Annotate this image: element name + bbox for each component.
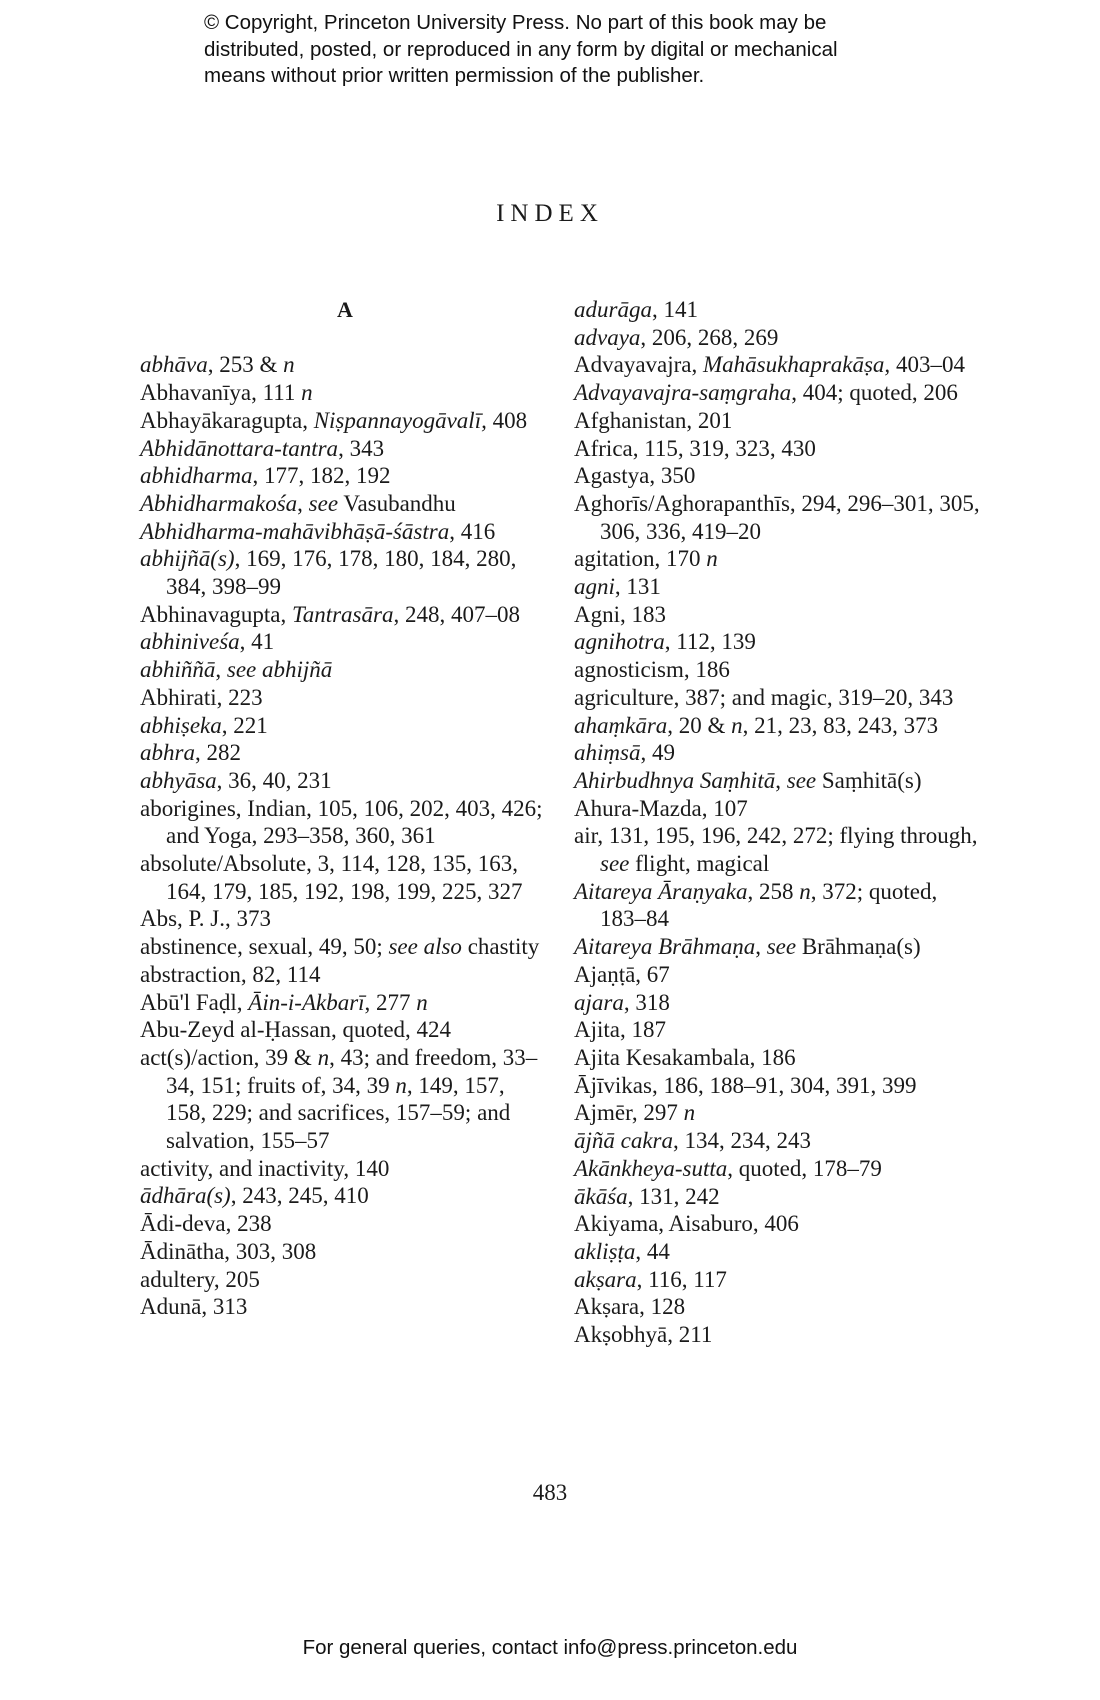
index-entry: Afghanistan, 201 bbox=[574, 407, 733, 433]
page-number: 483 bbox=[532, 1480, 568, 1505]
index-entries-left bbox=[140, 351, 550, 1321]
index-entry: Ajaṇṭā, 67 bbox=[574, 961, 670, 987]
footer-contact: For general queries, contact info@press.princeton.edu bbox=[302, 1636, 798, 1659]
index-entry: advaya, 206, 268, 269 bbox=[574, 324, 779, 350]
index-entry: Ahura-Mazda, 107 bbox=[574, 795, 748, 821]
index-entry: Abhayākaragupta, Niṣpannayogāvalī, 408 bbox=[140, 407, 528, 433]
index-entry: act(s)/action, 39 & n, 43; and freedom, 33–34, 151; fruits of, 34, 39 n, 149, 157, 158, 229; and sacrifices, 157–59; and salvation, 155–57 bbox=[140, 1044, 538, 1154]
index-column-right bbox=[574, 296, 984, 1349]
index-entry: Abhirati, 223 bbox=[140, 684, 263, 710]
index-entry: Africa, 115, 319, 323, 430 bbox=[574, 435, 816, 461]
index-entry: Agastya, 350 bbox=[574, 463, 696, 489]
index-entry: Advayavajra-saṃgraha, 404; quoted, 206 bbox=[574, 380, 958, 406]
index-entry: Adunā, 313 bbox=[140, 1294, 248, 1320]
index-entry: agni, 131 bbox=[574, 574, 661, 600]
index-entry: agriculture, 387; and magic, 319–20, 343 bbox=[574, 684, 954, 710]
index-entry: aborigines, Indian, 105, 106, 202, 403, 426; and Yoga, 293–358, 360, 361 bbox=[140, 795, 543, 849]
index-entry: air, 131, 195, 196, 242, 272; flying through, see flight, magical bbox=[574, 823, 978, 877]
index-entry: Ajmēr, 297 n bbox=[574, 1100, 696, 1126]
index-entry: akliṣṭa, 44 bbox=[574, 1238, 670, 1264]
index-column-left bbox=[140, 296, 550, 1321]
index-entry: Ajita Kesakambala, 186 bbox=[574, 1044, 796, 1070]
index-entry: activity, and inactivity, 140 bbox=[140, 1155, 390, 1181]
index-entry: ākāśa, 131, 242 bbox=[574, 1183, 720, 1209]
index-entry: ahiṃsā, 49 bbox=[574, 740, 675, 766]
index-entry: ādhāra(s), 243, 245, 410 bbox=[140, 1183, 369, 1209]
index-entry: abhijñā(s), 169, 176, 178, 180, 184, 280, 384, 398–99 bbox=[140, 546, 517, 600]
index-entry: agitation, 170 n bbox=[574, 546, 718, 572]
index-entry: Akṣobhyā, 211 bbox=[574, 1322, 713, 1348]
index-entry: abhra, 282 bbox=[140, 740, 241, 766]
index-entry: Akṣara, 128 bbox=[574, 1294, 686, 1320]
index-entry: Aitareya Brāhmaṇa, see Brāhmaṇa(s) bbox=[574, 934, 921, 960]
index-entry: abstraction, 82, 114 bbox=[140, 961, 321, 987]
index-entry: Ajita, 187 bbox=[574, 1017, 666, 1043]
index-entry: Agni, 183 bbox=[574, 601, 666, 627]
index-entry: ahaṃkāra, 20 & n, 21, 23, 83, 243, 373 bbox=[574, 712, 939, 738]
copyright-notice bbox=[204, 10, 924, 90]
index-entry: abhyāsa, 36, 40, 231 bbox=[140, 767, 332, 793]
index-entries-right bbox=[574, 296, 984, 1349]
index-entry: Abhidharma-mahāvibhāṣā-śāstra, 416 bbox=[140, 518, 496, 544]
index-entry: abhiññā, see abhijñā bbox=[140, 657, 333, 683]
index-entry: agnihotra, 112, 139 bbox=[574, 629, 756, 655]
index-entry: abhiṣeka, 221 bbox=[140, 712, 268, 738]
index-entry: Abs, P. J., 373 bbox=[140, 906, 272, 932]
index-entry: Abhidharmakośa, see Vasubandhu bbox=[140, 490, 456, 516]
index-entry: abstinence, sexual, 49, 50; see also chastity bbox=[140, 934, 540, 960]
copyright-line: distributed, posted, or reproduced in any form by digital or mechanical bbox=[204, 37, 838, 61]
page-title: INDEX bbox=[496, 200, 604, 227]
index-entry: Ādi-deva, 238 bbox=[140, 1211, 272, 1237]
index-entry: Aghorīs/Aghorapanthīs, 294, 296–301, 305, 306, 336, 419–20 bbox=[574, 490, 980, 544]
index-entry: Abhavanīya, 111 n bbox=[140, 380, 313, 406]
index-entry: Abhidānottara-tantra, 343 bbox=[140, 435, 385, 461]
index-entry: ajara, 318 bbox=[574, 989, 670, 1015]
section-letter: A bbox=[337, 297, 353, 322]
index-entry: abhāva, 253 & n bbox=[140, 352, 295, 378]
copyright-line: © Copyright, Princeton University Press. No part of this book may be bbox=[204, 11, 827, 34]
index-entry: Abu-Zeyd al-Ḥassan, quoted, 424 bbox=[140, 1017, 452, 1043]
index-entry: Abū'l Faḍl, Āin-i-Akbarī, 277 n bbox=[140, 989, 428, 1015]
index-entry: agnosticism, 186 bbox=[574, 657, 730, 683]
index-entry: adultery, 205 bbox=[140, 1266, 260, 1292]
index-entry: Advayavajra, Mahāsukhaprakāṣa, 403–04 bbox=[574, 352, 965, 378]
index-entry: absolute/Absolute, 3, 114, 128, 135, 163, 164, 179, 185, 192, 198, 199, 225, 327 bbox=[140, 851, 523, 904]
index-entry: adurāga, 141 bbox=[574, 297, 698, 322]
copyright-line: means without prior written permission of the publisher. bbox=[204, 64, 705, 87]
index-entry: Ahirbudhnya Saṃhitā, see Saṃhitā(s) bbox=[574, 767, 922, 793]
index-entry: Ādinātha, 303, 308 bbox=[140, 1238, 317, 1264]
index-entry: abhidharma, 177, 182, 192 bbox=[140, 463, 391, 489]
index-entry: Akānkheya-sutta, quoted, 178–79 bbox=[574, 1155, 882, 1181]
index-entry: abhiniveśa, 41 bbox=[140, 629, 275, 655]
index-entry: Abhinavagupta, Tantrasāra, 248, 407–08 bbox=[140, 601, 520, 627]
index-entry: Ājīvikas, 186, 188–91, 304, 391, 399 bbox=[574, 1072, 917, 1098]
index-entry: Aitareya Āraṇyaka, 258 n, 372; quoted, 183–84 bbox=[574, 878, 938, 932]
index-entry: ājñā cakra, 134, 234, 243 bbox=[574, 1128, 812, 1154]
index-entry: akṣara, 116, 117 bbox=[574, 1266, 727, 1292]
index-entry: Akiyama, Aisaburo, 406 bbox=[574, 1211, 799, 1237]
